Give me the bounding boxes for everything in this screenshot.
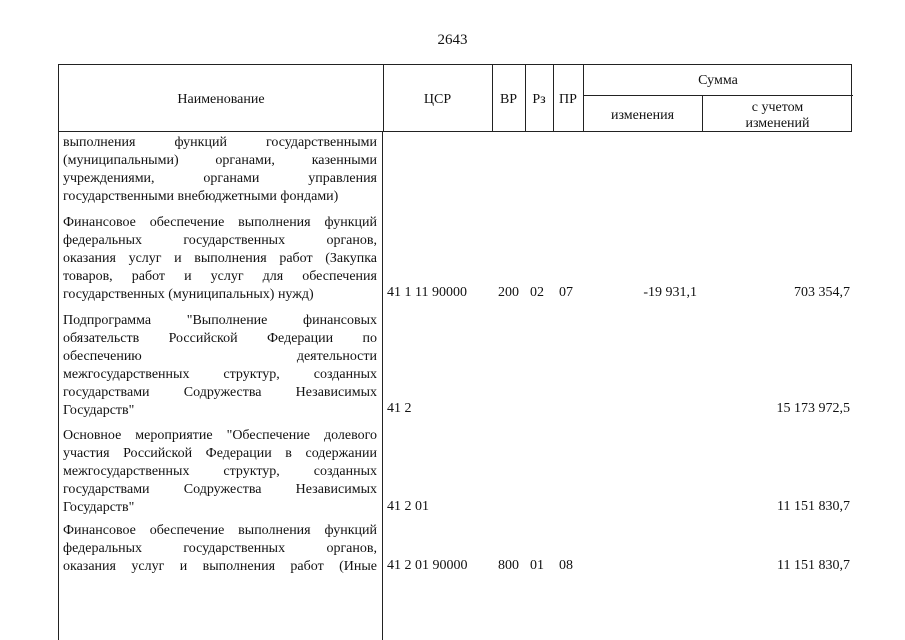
row-name-line: межгосударственных структур, созданных [63,463,377,479]
row-name-line: межгосударственных структур, созданных [63,366,377,382]
row-with-changes: 15 173 972,5 [776,401,850,416]
row-vr: 200 [498,285,519,300]
column-divider [382,132,383,640]
header-changes: изменения [610,108,675,123]
row-name-line: обеспечению деятельности [63,348,377,364]
header-with-changes-line1: с учетом [751,100,804,115]
row-pr: 08 [559,558,573,573]
row-name-line: федеральных государственных органов, [63,232,377,248]
row-with-changes: 11 151 830,7 [777,499,850,514]
table-body [58,132,852,640]
table-header [58,64,852,132]
row-name [63,522,377,576]
header-name: Наименование [177,92,265,107]
row-vr: 800 [498,558,519,573]
row-name-line: Основное мероприятие "Обеспечение долевого [63,428,377,443]
header-pr: ПР [559,92,577,107]
row-name-line: Финансовое обеспечение выполнения функций [63,523,377,538]
row-name-line: государствами Содружества Независимых [63,481,377,497]
row-name-line: государственных (муниципальных) нужд) [63,286,314,302]
row-name [63,134,377,206]
header-sum: Сумма [698,73,738,88]
row-csr: 41 2 01 90000 [387,558,468,573]
row-name-line: Государств" [63,499,135,515]
row-name-line: федеральных государственных органов, [63,540,377,556]
row-rz: 01 [530,558,544,573]
row-name-line: товаров, работ и услуг для обеспечения [63,268,377,284]
row-name-line: государствами Содружества Независимых [63,384,377,400]
row-name-line: Государств" [63,402,135,418]
row-name-line: участия Российской Федерации в содержании [63,445,377,461]
row-with-changes: 11 151 830,7 [777,558,850,573]
row-pr: 07 [559,285,573,300]
row-name-line: выполнения функций государственными [63,135,377,150]
row-rz: 02 [530,285,544,300]
row-name-line: Финансовое обеспечение выполнения функций [63,215,377,230]
row-name-line: обязательств Российской Федерации по [63,330,377,346]
row-csr: 41 1 11 90000 [387,285,467,300]
row-with-changes: 703 354,7 [794,285,850,300]
row-name [63,427,377,517]
row-name-line: оказания услуг и выполнения работ (Закупка [63,250,377,266]
row-name-line: учреждениями, органами управления [63,170,377,186]
row-csr: 41 2 01 [387,499,429,514]
row-name [63,312,377,419]
row-name-line: (муниципальными) органами, казенными [63,152,377,168]
row-changes: -19 931,1 [643,285,697,300]
table-left-border [58,132,59,640]
header-vr: ВР [499,92,518,107]
header-divider [583,95,853,96]
header-csr: ЦСР [423,92,452,107]
header-with-changes-line2: изменений [745,116,810,131]
page-number: 2643 [437,32,468,48]
header-rz: Рз [532,92,546,107]
row-name-line: оказания услуг и выполнения работ (Иные [63,558,377,574]
row-name [63,214,377,304]
row-csr: 41 2 [387,401,412,416]
row-name-line: Подпрограмма "Выполнение финансовых [63,313,377,328]
row-name-line: государственными внебюджетными фондами) [63,188,339,204]
